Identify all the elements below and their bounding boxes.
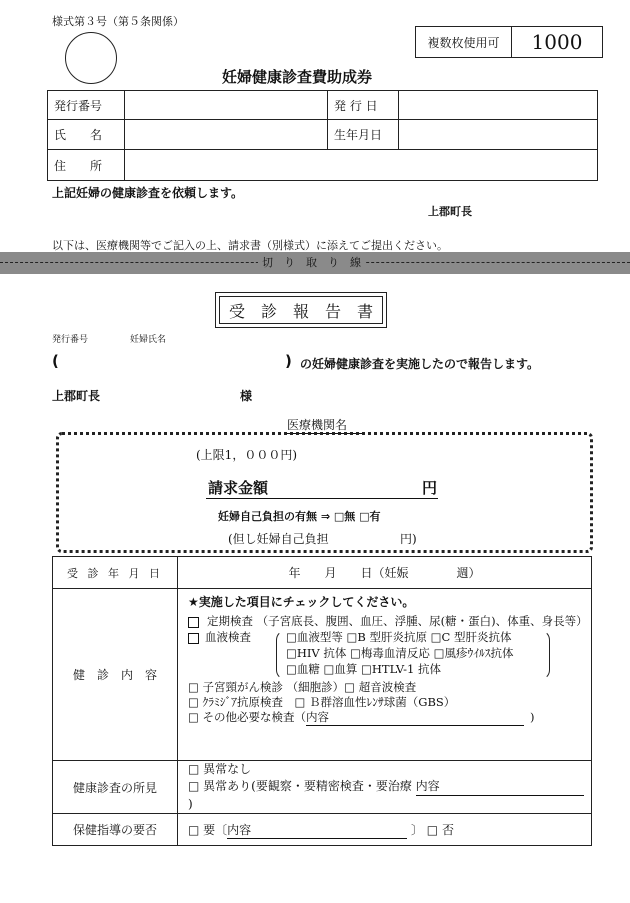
guidance-no[interactable]: 〕 □ 否 — [410, 822, 454, 837]
content-cell — [178, 589, 592, 761]
mayor-text: 上郡町長 — [428, 205, 472, 218]
guidance-need[interactable]: □ 要〔 — [188, 822, 228, 837]
guidance-cell — [178, 814, 592, 846]
limit-text: (上限1，０００円) — [196, 448, 297, 462]
name-label: 氏 名 — [48, 120, 125, 150]
patient-name-small: 妊婦氏名 — [130, 335, 167, 345]
multi-use-label: 複数枚使用可 — [416, 27, 512, 57]
self-pay-note: (但し妊婦自己負担 — [228, 532, 329, 546]
self-pay-yen: 円) — [400, 532, 417, 546]
item-chlamydia[interactable]: □ ｸﾗﾐｼﾞｱ抗原検査 □ Ｂ群溶血性ﾚﾝｻ球菌（GBS） — [188, 695, 456, 709]
blood-line-3: □血糖 □血算 □HTLV-1 抗体 — [286, 662, 441, 676]
issue-date-label: 発 行 日 — [328, 91, 399, 120]
instruction-text: 以下は、医療機関等でご記入の上、請求書（別様式）に添えてご提出ください。 — [52, 239, 448, 252]
issue-no-value[interactable] — [125, 91, 328, 120]
self-pay-text: 妊婦自己負担の有無 ⇒ □無 □有 — [218, 510, 381, 523]
visit-date-label: 受 診 年 月 日 — [53, 557, 178, 589]
form-number: 様式第３号（第５条関係） — [52, 15, 184, 28]
close-paren: ) — [285, 352, 292, 370]
regular-checkbox[interactable] — [188, 617, 199, 628]
finding-content[interactable]: 内容 — [416, 778, 584, 796]
cut-line-label: 切 り 取 り 線 — [258, 254, 365, 270]
request-text: 上記妊婦の健康診査を依頼します。 — [52, 186, 244, 200]
finding-abnormal: □ 異常あり(要観察・要精密検査・要治療 内容) — [188, 778, 585, 813]
claim-label: 請求金額 — [208, 479, 269, 497]
issue-date-value[interactable] — [399, 91, 598, 120]
issue-no-small: 発行番号 — [52, 335, 89, 345]
item-blood-label: 血液検査 — [205, 630, 251, 644]
other-content[interactable]: 内容 — [306, 710, 524, 726]
open-paren: ( — [52, 352, 59, 370]
multi-use-value: 1000 — [531, 30, 583, 54]
item-other: □ その他必要な検査（内容 ) — [188, 710, 535, 724]
item-regular — [188, 614, 588, 629]
item-regular-label: 定期検査 （子宮底長、腹囲、血圧、浮腫、尿(糖・蛋白)、体重、身長等） — [207, 614, 588, 628]
report-title: 受 診 報 告 書 — [219, 296, 383, 324]
claim-yen: 円 — [422, 479, 438, 497]
guidance-content[interactable]: 内容 — [227, 821, 407, 839]
guidance-label: 保健指導の要否 — [53, 814, 178, 846]
blood-checkbox[interactable] — [188, 633, 199, 644]
issue-no-label: 発行番号 — [48, 91, 125, 120]
voucher-table — [47, 90, 598, 181]
name-value[interactable] — [125, 120, 328, 150]
multi-use-box — [415, 26, 603, 58]
birth-label: 生年月日 — [328, 120, 399, 150]
report-title-box — [215, 292, 387, 328]
blood-line-1: □血液型等 □B 型肝炎抗原 □C 型肝炎抗体 — [286, 630, 512, 644]
institution-label: 医療機関名 — [287, 416, 362, 434]
page-title: 妊婦健康診査費助成券 — [222, 68, 373, 86]
sama-text: 様 — [240, 389, 253, 403]
check-title: ★実施した項目にチェックしてください。 — [188, 595, 415, 609]
blood-line-2: □HIV 抗体 □梅毒血清反応 □風疹ｳｲﾙｽ抗体 — [286, 646, 514, 660]
content-label: 健 診 内 容 — [53, 589, 178, 761]
results-table — [52, 556, 592, 846]
address-label: 住 所 — [48, 150, 125, 181]
stamp-circle — [65, 32, 117, 84]
item-cervical[interactable]: □ 子宮頸がん検診 （細胞診）□ 超音波検査 — [188, 680, 417, 694]
findings-cell — [178, 761, 592, 814]
item-other-label[interactable]: □ その他必要な検査（ — [188, 710, 307, 724]
address-value[interactable] — [125, 150, 598, 181]
findings-label: 健康診査の所見 — [53, 761, 178, 814]
finding-normal[interactable]: □ 異常なし — [188, 762, 252, 776]
report-mayor: 上郡町長 — [52, 389, 101, 403]
report-text: の妊婦健康診査を実施したので報告します。 — [300, 357, 540, 371]
item-blood — [188, 630, 585, 680]
birth-value[interactable] — [399, 120, 598, 150]
finding-abnormal-label[interactable]: □ 異常あり(要観察・要精密検査・要治療 — [188, 779, 412, 793]
visit-date-value[interactable]: 年 月 日（妊娠 週） — [178, 557, 592, 589]
